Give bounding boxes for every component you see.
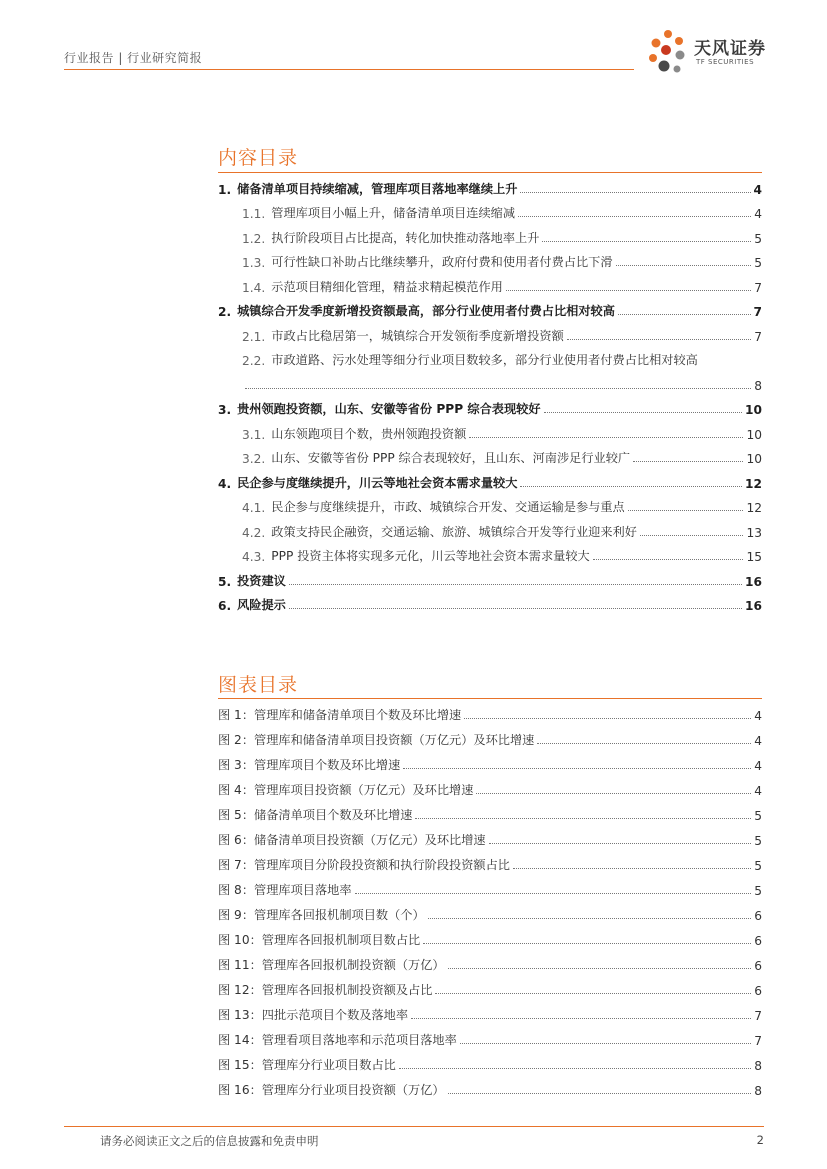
toc-leader-dots	[520, 191, 750, 193]
toc-entry-number: 2.2.	[242, 354, 266, 368]
figure-entry[interactable]	[218, 1048, 762, 1073]
toc-entry-page: 10	[746, 452, 762, 466]
toc-leader-dots	[567, 338, 751, 340]
toc-entry-number: 1.1.	[242, 207, 266, 221]
toc-entry-number: 3.2.	[242, 452, 266, 466]
figure-leader-dots	[399, 1067, 751, 1069]
toc-entry-level2[interactable]	[218, 344, 762, 393]
toc-leader-dots	[469, 436, 743, 438]
figure-entry-page: 6	[754, 984, 762, 998]
toc-entry-number: 4.1.	[242, 501, 266, 515]
toc-entry-level2[interactable]	[218, 197, 762, 222]
figure-entry-label: 图 9：	[218, 908, 255, 922]
toc-entry-number: 1.	[218, 182, 232, 197]
toc-entry-page: 4	[753, 182, 762, 197]
toc-leader-dots	[640, 534, 744, 536]
toc-entry-text: 风险提示	[237, 598, 286, 612]
toc-leader-dots	[289, 583, 742, 585]
figure-entry-page: 5	[754, 884, 762, 898]
toc-entry-page: 7	[754, 329, 762, 344]
figure-entry-label: 图 1：	[218, 708, 255, 722]
figure-leader-dots	[428, 917, 752, 919]
toc-entry-number: 4.2.	[242, 525, 266, 540]
figure-entry[interactable]	[218, 1023, 762, 1048]
figure-entry[interactable]	[218, 973, 762, 998]
toc-entry-page: 12	[745, 476, 762, 491]
figure-entry-text: 管理库和储备清单项目个数及环比增速	[254, 708, 462, 722]
figure-leader-dots	[537, 742, 751, 744]
figure-entry-label: 图 5：	[218, 808, 255, 822]
toc-entry-text: 市政道路、污水处理等细分行业项目数较多，部分行业使用者付费占比相对较高	[271, 353, 698, 367]
toc-entry-level2[interactable]	[218, 270, 762, 295]
toc-leader-dots	[518, 215, 751, 217]
figure-entry-page: 5	[754, 809, 762, 823]
logo-name-en: TF SECURITIES	[696, 58, 755, 66]
figure-leader-dots	[435, 992, 751, 994]
toc-entry-number: 5.	[218, 574, 232, 589]
figure-leader-dots	[355, 892, 752, 894]
figure-entry-page: 4	[754, 759, 762, 773]
figure-leader-dots	[489, 842, 752, 844]
figure-entry-label: 图 14：	[218, 1033, 262, 1047]
figure-entry[interactable]	[218, 773, 762, 798]
toc-entry-number: 1.3.	[242, 256, 266, 270]
toc-entry-level2[interactable]	[218, 221, 762, 246]
figure-entry-label: 图 7：	[218, 858, 255, 872]
toc-entry-text: 山东、安徽等省份 PPP 综合表现较好，且山东、河南涉足行业较广	[271, 451, 631, 465]
figure-entry-text: 管理库各回报机制项目数占比	[261, 933, 421, 947]
figure-entry-label: 图 10：	[218, 933, 262, 947]
figure-entry-page: 6	[754, 959, 762, 973]
figure-entry-page: 4	[754, 709, 762, 723]
figure-leader-dots	[464, 717, 751, 719]
toc-entry-text: 民企参与度继续提升，川云等地社会资本需求量较大	[237, 475, 518, 490]
toc-entry-number: 4.3.	[242, 550, 266, 564]
figure-leader-dots	[448, 967, 752, 969]
figure-entry[interactable]	[218, 823, 762, 848]
figure-entry-label: 图 13：	[218, 1008, 262, 1022]
toc-entry-page: 8	[754, 378, 762, 393]
figure-entry-page: 4	[754, 784, 762, 798]
header-rule	[64, 69, 634, 70]
toc-entry-level1[interactable]	[218, 393, 762, 418]
toc-entry-text: 贵州领跑投资额，山东、安徽等省份 PPP 综合表现较好	[237, 402, 541, 416]
toc-entry-number: 3.	[218, 403, 232, 417]
figure-entry-page: 7	[754, 1034, 762, 1048]
figure-leader-dots	[403, 767, 751, 769]
figure-entry-text: 管理库项目落地率	[254, 883, 352, 897]
toc-entry-page: 12	[746, 501, 762, 515]
toc-leader-dots	[618, 313, 751, 315]
figure-entry-text: 管理库各回报机制投资额及占比	[261, 983, 433, 997]
figure-leader-dots	[423, 942, 751, 944]
figures-title: 图表目录	[218, 674, 299, 696]
toc-entry-number: 2.	[218, 305, 232, 319]
toc-entry-level2[interactable]	[218, 246, 762, 271]
figure-entry-text: 管理库各回报机制投资额（万亿）	[261, 958, 445, 972]
toc-entry-page: 5	[754, 256, 762, 270]
toc-leader-dots	[633, 460, 743, 462]
toc-entry-page: 16	[745, 574, 762, 589]
figure-entry[interactable]	[218, 848, 762, 873]
figure-entry-text: 管理库项目个数及环比增速	[254, 758, 401, 772]
toc-leader-dots	[544, 411, 742, 413]
figure-entry[interactable]	[218, 698, 762, 723]
toc-entry-text: 市政占比稳居第一，城镇综合开发领衔季度新增投资额	[271, 328, 564, 343]
toc-leader-dots	[520, 485, 742, 487]
page-number: 2	[756, 1133, 764, 1147]
toc-entry-text: 城镇综合开发季度新增投资额最高，部分行业使用者付费占比相对较高	[237, 304, 615, 318]
figure-entry[interactable]	[218, 748, 762, 773]
footer-rule	[64, 1126, 764, 1127]
toc-leader-dots	[593, 558, 744, 560]
figure-entry-label: 图 16：	[218, 1083, 262, 1097]
figure-entry[interactable]	[218, 798, 762, 823]
company-logo	[646, 28, 776, 76]
toc-entry-number: 1.2.	[242, 231, 266, 246]
toc-entry-number: 6.	[218, 599, 232, 613]
figure-entry-text: 四批示范项目个数及落地率	[261, 1008, 409, 1022]
figure-leader-dots	[460, 1042, 751, 1044]
figure-entry-page: 5	[754, 859, 762, 873]
toc-entry-text: 储备清单项目持续缩减，管理库项目落地率继续上升	[237, 181, 518, 196]
toc-entry-text: PPP 投资主体将实现多元化，川云等地社会资本需求量较大	[271, 549, 590, 563]
toc-entry-text: 山东领跑项目个数，贵州领跑投资额	[271, 426, 467, 441]
toc-entry-page: 13	[746, 525, 762, 540]
toc-entry-page: 7	[753, 305, 762, 319]
figure-entry-text: 管理库分行业项目数占比	[261, 1058, 396, 1072]
toc-entry-number: 2.1.	[242, 329, 266, 344]
toc-leader-dots	[542, 240, 751, 242]
toc-entry-level1[interactable]	[218, 564, 762, 589]
report-category: 行业报告 | 行业研究简报	[64, 51, 203, 65]
toc-entry-page: 16	[745, 599, 762, 613]
toc-entry-level2[interactable]	[218, 442, 762, 467]
toc-entry-number: 3.1.	[242, 427, 266, 442]
figure-entry-page: 7	[754, 1009, 762, 1023]
figure-entry[interactable]	[218, 1073, 762, 1098]
figure-leader-dots	[448, 1092, 752, 1094]
figure-leader-dots	[513, 867, 751, 869]
toc-entry-page: 5	[754, 231, 762, 246]
toc-entry-number: 4.	[218, 476, 232, 491]
figure-entry-page: 5	[754, 834, 762, 848]
toc-entry-page: 7	[754, 280, 762, 295]
figure-leader-dots	[476, 792, 751, 794]
toc-entry-text: 投资建议	[237, 573, 286, 588]
figure-entry-page: 8	[754, 1084, 762, 1098]
toc-leader-dots	[616, 264, 752, 266]
figure-entry-text: 管理库各回报机制项目数（个）	[254, 908, 425, 922]
toc-entry-text: 示范项目精细化管理，精益求精起模范作用	[271, 279, 503, 294]
figure-entry[interactable]	[218, 898, 762, 923]
toc-entry-level1[interactable]	[218, 466, 762, 491]
toc-leader-dots	[506, 289, 751, 291]
toc-entry-number: 1.4.	[242, 280, 266, 295]
figure-entry-label: 图 12：	[218, 983, 262, 997]
toc-entry-page: 15	[746, 550, 762, 564]
logo-name-cn: 天风证券	[694, 39, 766, 59]
contents-title: 内容目录	[218, 147, 299, 169]
toc-entry-text: 执行阶段项目占比提高，转化加快推动落地率上升	[271, 230, 540, 245]
figure-entry-page: 8	[754, 1059, 762, 1073]
toc-entry-level1[interactable]	[218, 589, 762, 614]
figure-entry[interactable]	[218, 948, 762, 973]
logo-mark-icon	[646, 28, 690, 76]
footer-disclaimer: 请务必阅读正文之后的信息披露和免责申明	[100, 1134, 319, 1148]
toc-entry-page: 4	[754, 207, 762, 221]
toc-entry-level2[interactable]	[218, 540, 762, 565]
toc-entry-level1[interactable]	[218, 295, 762, 320]
toc-entry-page: 10	[745, 403, 762, 417]
figure-entry-text: 储备清单项目投资额（万亿元）及环比增速	[254, 833, 486, 847]
figure-entry-label: 图 15：	[218, 1058, 262, 1072]
figures-list	[218, 698, 762, 1098]
toc-entry-text: 管理库项目小幅上升，储备清单项目连续缩减	[271, 206, 516, 220]
toc-entry-level2[interactable]	[218, 417, 762, 442]
figure-entry-text: 管理库和储备清单项目投资额（万亿元）及环比增速	[254, 733, 535, 747]
figure-entry[interactable]	[218, 923, 762, 948]
toc-entry-level2[interactable]	[218, 491, 762, 516]
figure-entry-label: 图 11：	[218, 958, 262, 972]
figure-entry-text: 管理库项目投资额（万亿元）及环比增速	[254, 783, 474, 797]
toc-entry-level2[interactable]	[218, 515, 762, 540]
toc-leader-dots	[289, 607, 742, 609]
figure-entry[interactable]	[218, 998, 762, 1023]
toc-leader-dots	[628, 509, 744, 511]
toc-leader-dots	[245, 387, 751, 389]
figure-entry-label: 图 3：	[218, 758, 255, 772]
figure-entry-label: 图 8：	[218, 883, 255, 897]
figure-leader-dots	[411, 1017, 751, 1019]
figure-entry-page: 6	[754, 909, 762, 923]
figure-entry-text: 管理库分行业项目投资额（万亿）	[261, 1083, 445, 1097]
figure-entry[interactable]	[218, 723, 762, 748]
figure-entry-text: 管理看项目落地率和示范项目落地率	[261, 1033, 457, 1047]
toc-entry-text: 可行性缺口补助占比继续攀升，政府付费和使用者付费占比下滑	[271, 255, 613, 269]
figure-entry-page: 6	[754, 934, 762, 948]
toc-entry-level1[interactable]	[218, 172, 762, 197]
figure-leader-dots	[415, 817, 751, 819]
figure-entry-label: 图 2：	[218, 733, 255, 747]
figure-entry-text: 储备清单项目个数及环比增速	[254, 808, 413, 822]
contents-list	[218, 172, 762, 613]
figure-entry-label: 图 6：	[218, 833, 255, 847]
toc-entry-text: 政策支持民企融资，交通运输、旅游、城镇综合开发等行业迎来利好	[271, 524, 637, 539]
toc-entry-page: 10	[746, 427, 762, 442]
figure-entry[interactable]	[218, 873, 762, 898]
figure-entry-label: 图 4：	[218, 783, 255, 797]
figure-entry-text: 管理库项目分阶段投资额和执行阶段投资额占比	[254, 858, 510, 872]
figure-entry-page: 4	[754, 734, 762, 748]
toc-entry-text: 民企参与度继续提升，市政、城镇综合开发、交通运输是参与重点	[271, 500, 625, 514]
toc-entry-level2[interactable]	[218, 319, 762, 344]
